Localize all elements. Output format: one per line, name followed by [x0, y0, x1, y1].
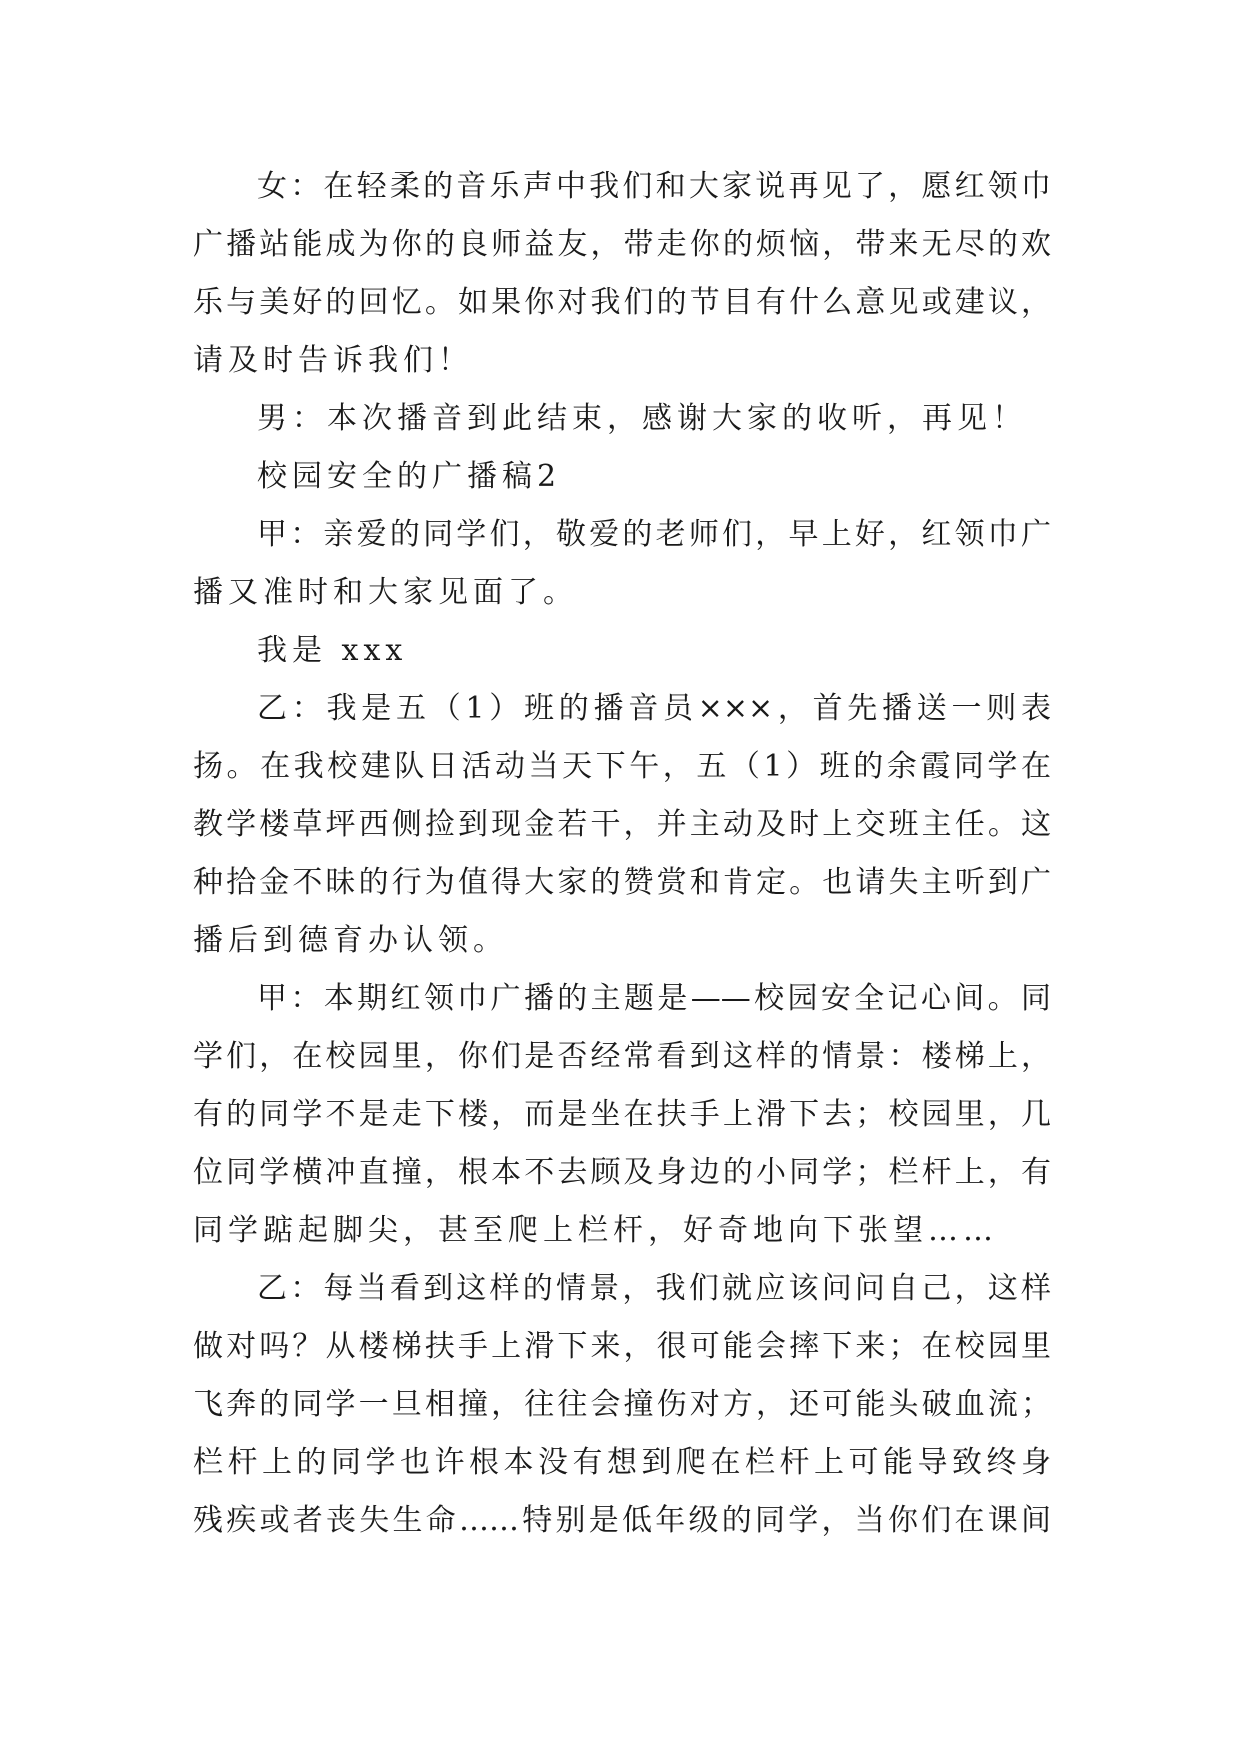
text-line: 教学楼草坪西侧捡到现金若干，并主动及时上交班主任。这 [193, 807, 1051, 842]
text-line: 种拾金不昧的行为值得大家的赞赏和肯定。也请失主听到广 [193, 865, 1051, 900]
text-line: 飞奔的同学一旦相撞，往往会撞伤对方，还可能头破血流； [193, 1387, 1051, 1422]
document-body [193, 158, 1051, 1550]
text-line: 学们，在校园里，你们是否经常看到这样的情景：楼梯上， [193, 1039, 1051, 1074]
text-line: 同学踮起脚尖，甚至爬上栏杆，好奇地向下张望…… [193, 1213, 998, 1248]
text-line: 请及时告诉我们！ [193, 343, 473, 378]
text-line: 有的同学不是走下楼，而是坐在扶手上滑下去；校园里，几 [193, 1097, 1051, 1132]
text-line: 女：在轻柔的音乐声中我们和大家说再见了，愿红领巾 [257, 169, 1051, 204]
text-line: 扬。在我校建队日活动当天下午，五（1）班的余霞同学在 [193, 749, 1051, 784]
text-line: 乙：每当看到这样的情景，我们就应该问问自己，这样 [257, 1271, 1051, 1306]
text-line: 残疾或者丧失生命……特别是低年级的同学，当你们在课间 [193, 1503, 1051, 1538]
text-line: 栏杆上的同学也许根本没有想到爬在栏杆上可能导致终身 [193, 1445, 1051, 1480]
text-line: 甲：本期红领巾广播的主题是——校园安全记心间。同 [257, 981, 1051, 1016]
text-line: 男：本次播音到此结束，感谢大家的收听，再见！ [257, 401, 1027, 436]
text-line: 位同学横冲直撞，根本不去顾及身边的小同学；栏杆上，有 [193, 1155, 1051, 1190]
section-heading: 校园安全的广播稿2 [257, 459, 562, 494]
text-line: 播又准时和大家见面了。 [193, 575, 578, 610]
text-line: 乐与美好的回忆。如果你对我们的节目有什么意见或建议， [193, 285, 1051, 320]
text-line: 乙：我是五（1）班的播音员×××，首先播送一则表 [257, 691, 1051, 726]
text-line: 广播站能成为你的良师益友，带走你的烦恼，带来无尽的欢 [193, 227, 1051, 262]
text-line: 我是 xxx [257, 633, 408, 668]
text-line: 播后到德育办认领。 [193, 923, 508, 958]
text-line: 做对吗？从楼梯扶手上滑下来，很可能会摔下来；在校园里 [193, 1329, 1051, 1364]
text-line: 甲：亲爱的同学们，敬爱的老师们，早上好，红领巾广 [257, 517, 1051, 552]
